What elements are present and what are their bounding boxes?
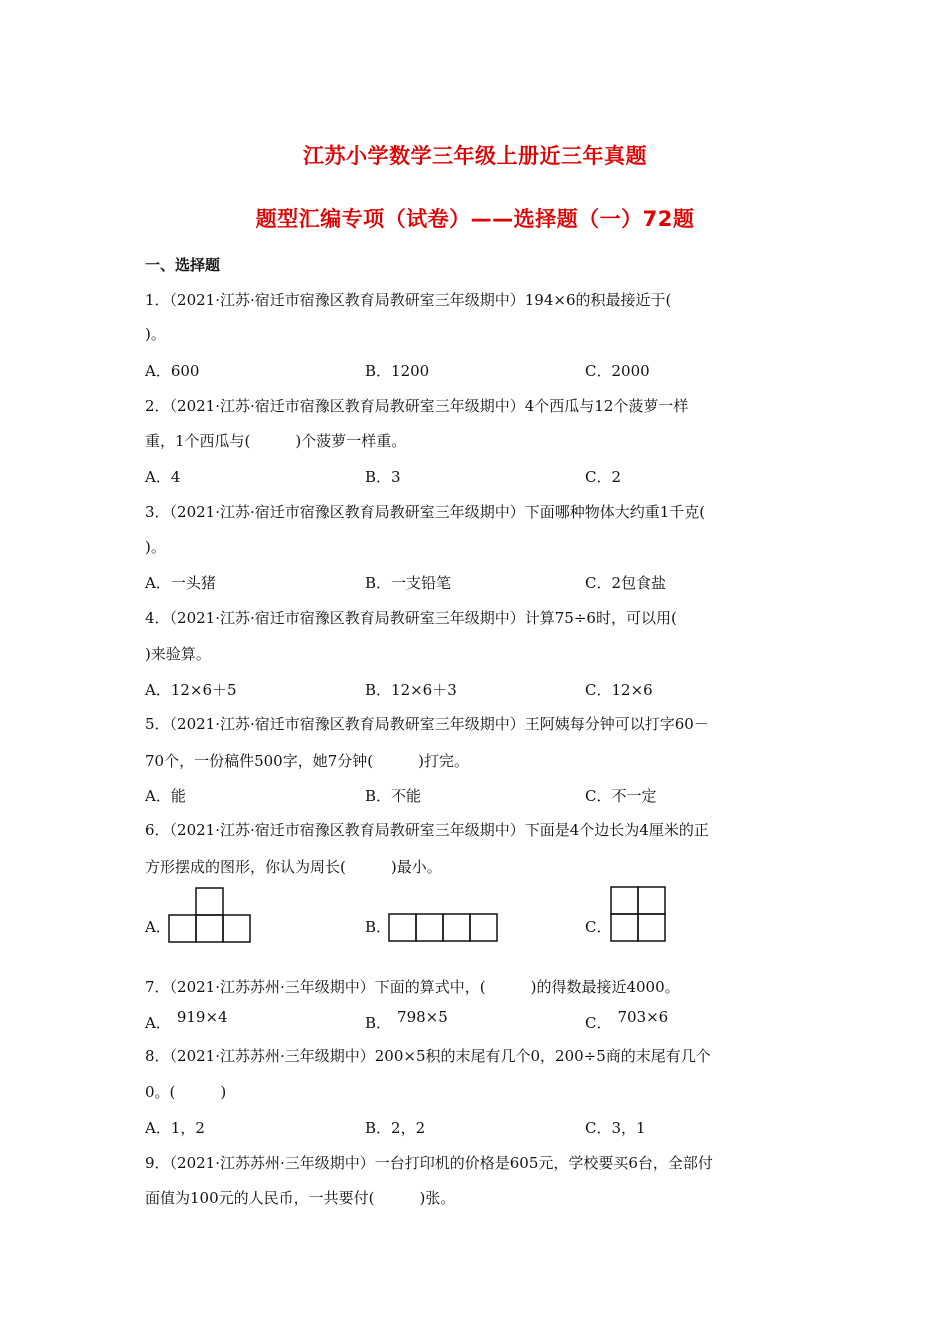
q4-option-b: B．12×6＋3 — [365, 681, 457, 699]
q1-line2: )。 — [145, 325, 166, 343]
q3-line2: )。 — [145, 538, 166, 556]
q8-line2: 0。( ) — [145, 1083, 227, 1101]
q6-figure-b — [388, 913, 499, 942]
q5-option-c: C．不一定 — [585, 787, 657, 805]
q6-option-b: B． — [365, 918, 392, 936]
q6-figure-a — [168, 887, 252, 943]
q1-line1: 1．（2021·江苏·宿迁市宿豫区教育局教研室三年级期中）194×6的积最接近于( — [145, 291, 672, 309]
q3-line1: 3．（2021·江苏·宿迁市宿豫区教育局教研室三年级期中）下面哪种物体大约重1千克( — [145, 503, 706, 521]
q1-option-b: B．1200 — [365, 362, 430, 380]
q5-line2: 70个，一份稿件500字，她7分钟( )打完。 — [145, 752, 469, 770]
q7-option-c-expr: 703×6 — [617, 1008, 669, 1026]
q9-line1: 9．（2021·江苏苏州·三年级期中）一台打印机的价格是605元，学校要买6台，全部付 — [145, 1154, 713, 1172]
q2-option-c: C．2 — [585, 468, 622, 486]
doc-title-line1: 江苏小学数学三年级上册近三年真题 — [303, 144, 647, 168]
q3-option-b: B．一支铅笔 — [365, 574, 452, 592]
q8-line1: 8．（2021·江苏苏州·三年级期中）200×5积的末尾有几个0，200÷5商的末尾有几个 — [145, 1047, 711, 1065]
q1-option-c: C．2000 — [585, 362, 650, 380]
q9-line2: 面值为100元的人民币，一共要付( )张。 — [145, 1189, 456, 1207]
q2-option-a: A．4 — [145, 468, 181, 486]
q7-option-a-expr: 919×4 — [176, 1008, 228, 1026]
q8-option-b: B．2，2 — [365, 1119, 426, 1137]
q3-option-a: A．一头猪 — [145, 574, 216, 592]
q1-option-a: A．600 — [145, 362, 200, 380]
q3-option-c: C．2包食盐 — [585, 574, 667, 592]
q7-option-a — [145, 1008, 228, 1033]
doc-title-line2: 题型汇编专项（试卷）——选择题（一）72题 — [255, 207, 695, 231]
q5-option-a: A．能 — [145, 787, 186, 805]
q7-option-b-expr: 798×5 — [397, 1008, 448, 1026]
q2-line1: 2．（2021·江苏·宿迁市宿豫区教育局教研室三年级期中）4个西瓜与12个菠萝一样 — [145, 397, 689, 415]
q7-line1: 7．（2021·江苏苏州·三年级期中）下面的算式中，( )的得数最接近4000。 — [145, 978, 680, 996]
q6-line1: 6．（2021·江苏·宿迁市宿豫区教育局教研室三年级期中）下面是4个边长为4厘米的正 — [145, 821, 709, 839]
q6-option-a: A． — [145, 918, 171, 936]
q6-option-c: C． — [585, 918, 612, 936]
q4-option-a: A．12×6＋5 — [145, 681, 237, 699]
q2-line2: 重，1个西瓜与( )个菠萝一样重。 — [145, 432, 407, 450]
q4-line2: )来验算。 — [145, 645, 211, 663]
q4-option-c: C．12×6 — [585, 681, 653, 699]
q5-line1: 5．（2021·江苏·宿迁市宿豫区教育局教研室三年级期中）王阿姨每分钟可以打字60－ — [145, 715, 709, 733]
q7-option-b — [365, 1008, 448, 1033]
q4-line1: 4．（2021·江苏·宿迁市宿豫区教育局教研室三年级期中）计算75÷6时，可以用( — [145, 609, 677, 627]
q8-option-a: A．1，2 — [145, 1119, 205, 1137]
q8-option-c: C．3，1 — [585, 1119, 646, 1137]
q7-option-c — [585, 1008, 669, 1033]
q2-option-b: B．3 — [365, 468, 401, 486]
q6-line2: 方形摆成的图形，你认为周长( )最小。 — [145, 858, 442, 876]
q7-option-c-label: C． — [585, 1014, 612, 1032]
q7-option-b-label: B． — [365, 1014, 392, 1032]
q6-figure-c — [610, 886, 667, 943]
q5-option-b: B．不能 — [365, 787, 422, 805]
q7-option-a-label: A． — [145, 1014, 171, 1032]
section-heading: 一、选择题 — [145, 256, 221, 274]
